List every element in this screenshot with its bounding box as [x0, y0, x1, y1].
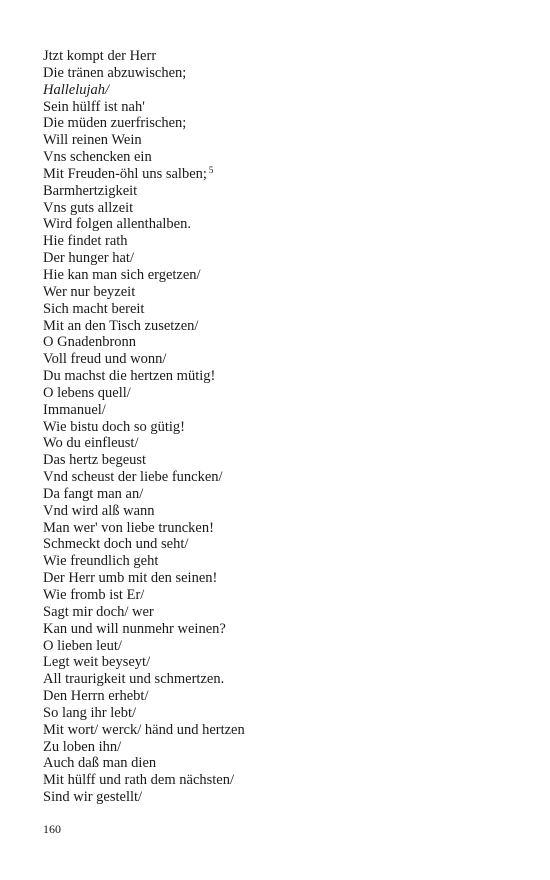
- poem-line: [43, 166, 245, 183]
- poem-line-text: Barmhertzigkeit: [43, 182, 138, 199]
- poem-line-text: O lebens quell/: [43, 384, 131, 401]
- poem-line: [43, 216, 245, 233]
- poem-line-text: Vns guts allzeit: [43, 199, 134, 216]
- poem-line: [43, 671, 245, 688]
- poem-line: [43, 587, 245, 604]
- poem-line: [43, 368, 245, 385]
- poem-line: [43, 318, 245, 335]
- poem-line: [43, 48, 245, 65]
- poem-line: [43, 99, 245, 116]
- poem-line-text: Immanuel/: [43, 401, 106, 418]
- poem-line-text: Legt weit beyseyt/: [43, 654, 151, 671]
- poem-line: [43, 722, 245, 739]
- poem-line: [43, 621, 245, 638]
- poem-line-text: Jtzt kompt der Herr: [43, 48, 157, 64]
- poem-line-text: Hie kan man sich ergetzen/: [43, 266, 201, 283]
- poem-line: [43, 755, 245, 772]
- poem-line-text: Wie freundlich geht: [43, 553, 159, 570]
- poem-line-text: Zu loben ihn/: [43, 738, 122, 755]
- poem-line: [43, 503, 245, 520]
- poem-line: [43, 334, 245, 351]
- poem-line: [43, 250, 245, 267]
- poem-line: [43, 233, 245, 250]
- poem-line-text: Den Herrn erhebt/: [43, 688, 149, 705]
- poem-line-text: O lieben leut/: [43, 637, 122, 654]
- poem-line-text: Sagt mir doch/ wer: [43, 603, 154, 620]
- poem-line-text: Die müden zuerfrischen;: [43, 115, 187, 132]
- poem-line-text: Mit hülff und rath dem nächsten/: [43, 772, 235, 789]
- poem-line: [43, 183, 245, 200]
- poem-line: [43, 486, 245, 503]
- poem-line-text: Vns schencken ein: [43, 149, 152, 166]
- poem-line-text: Schmeckt doch und seht/: [43, 536, 189, 553]
- poem-line: [43, 284, 245, 301]
- poem-line: [43, 435, 245, 452]
- poem-line: [43, 604, 245, 621]
- poem-line-text: Wie fromb ist Er/: [43, 587, 145, 603]
- poem-line-text: Der Herr umb mit den seinen!: [43, 570, 218, 587]
- poem-line-text: Da fangt man an/: [43, 485, 144, 502]
- poem-line: [43, 419, 245, 436]
- poem-line-text: Auch daß man dien: [43, 755, 157, 772]
- poem-line-text: Man wer' von liebe truncken!: [43, 519, 214, 536]
- poem-line-text: Vnd scheust der liebe funcken/: [43, 469, 223, 486]
- poem-line-text: Wird folgen allenthalben.: [43, 216, 191, 233]
- poem-line-text: Wie bistu doch so gütig!: [43, 418, 185, 435]
- poem-text: [43, 48, 245, 806]
- poem-line: [43, 82, 245, 99]
- poem-line-text: Mit an den Tisch zusetzen/: [43, 317, 199, 334]
- poem-line-text: O Gnadenbronn: [43, 334, 137, 351]
- poem-line-text: Sind wir gestellt/: [43, 789, 143, 806]
- poem-line: [43, 200, 245, 217]
- poem-line: [43, 654, 245, 671]
- poem-line-text: All traurigkeit und schmertzen.: [43, 671, 225, 688]
- poem-line: [43, 638, 245, 655]
- poem-line: [43, 570, 245, 587]
- poem-line: [43, 553, 245, 570]
- poem-line-text: Sein hülff ist nah': [43, 98, 145, 115]
- poem-line: [43, 115, 245, 132]
- poem-line-text: Voll freud und wonn/: [43, 351, 167, 368]
- poem-line-text: Kan und will nunmehr weinen?: [43, 620, 226, 637]
- poem-line-text: Hie findet rath: [43, 233, 128, 250]
- poem-line-text: Vnd wird alß wann: [43, 502, 155, 519]
- poem-line-text: Hallelujah/: [43, 81, 110, 98]
- poem-line: [43, 132, 245, 149]
- page-number: 160: [43, 822, 61, 836]
- poem-line: [43, 351, 245, 368]
- poem-line: [43, 149, 245, 166]
- poem-line: [43, 536, 245, 553]
- poem-line: [43, 705, 245, 722]
- poem-line: [43, 789, 245, 806]
- poem-line: [43, 385, 245, 402]
- poem-line: [43, 469, 245, 486]
- poem-line: [43, 301, 245, 318]
- poem-line-text: Die tränen abzuwischen;: [43, 64, 187, 81]
- poem-line: [43, 520, 245, 537]
- poem-line: [43, 688, 245, 705]
- poem-line: [43, 402, 245, 419]
- poem-line: [43, 739, 245, 756]
- poem-line-text: Will reinen Wein: [43, 132, 142, 149]
- poem-line: [43, 267, 245, 284]
- poem-line-text: Du machst die hertzen mütig!: [43, 368, 216, 385]
- poem-line-text: Wer nur beyzeit: [43, 283, 136, 300]
- poem-line-text: Das hertz begeust: [43, 452, 147, 469]
- poem-line-text: So lang ihr lebt/: [43, 704, 137, 721]
- poem-line-text: Der hunger hat/: [43, 250, 134, 267]
- poem-line-text: Mit wort/ werck/ händ und hertzen: [43, 721, 245, 738]
- poem-line-text: Mit Freuden-öhl uns salben;: [43, 165, 207, 182]
- poem-line-text: Wo du einfleust/: [43, 435, 139, 452]
- poem-line: [43, 452, 245, 469]
- footnote-marker: 5: [208, 164, 214, 175]
- poem-line: [43, 772, 245, 789]
- poem-line-text: Sich macht bereit: [43, 300, 145, 317]
- poem-line: [43, 65, 245, 82]
